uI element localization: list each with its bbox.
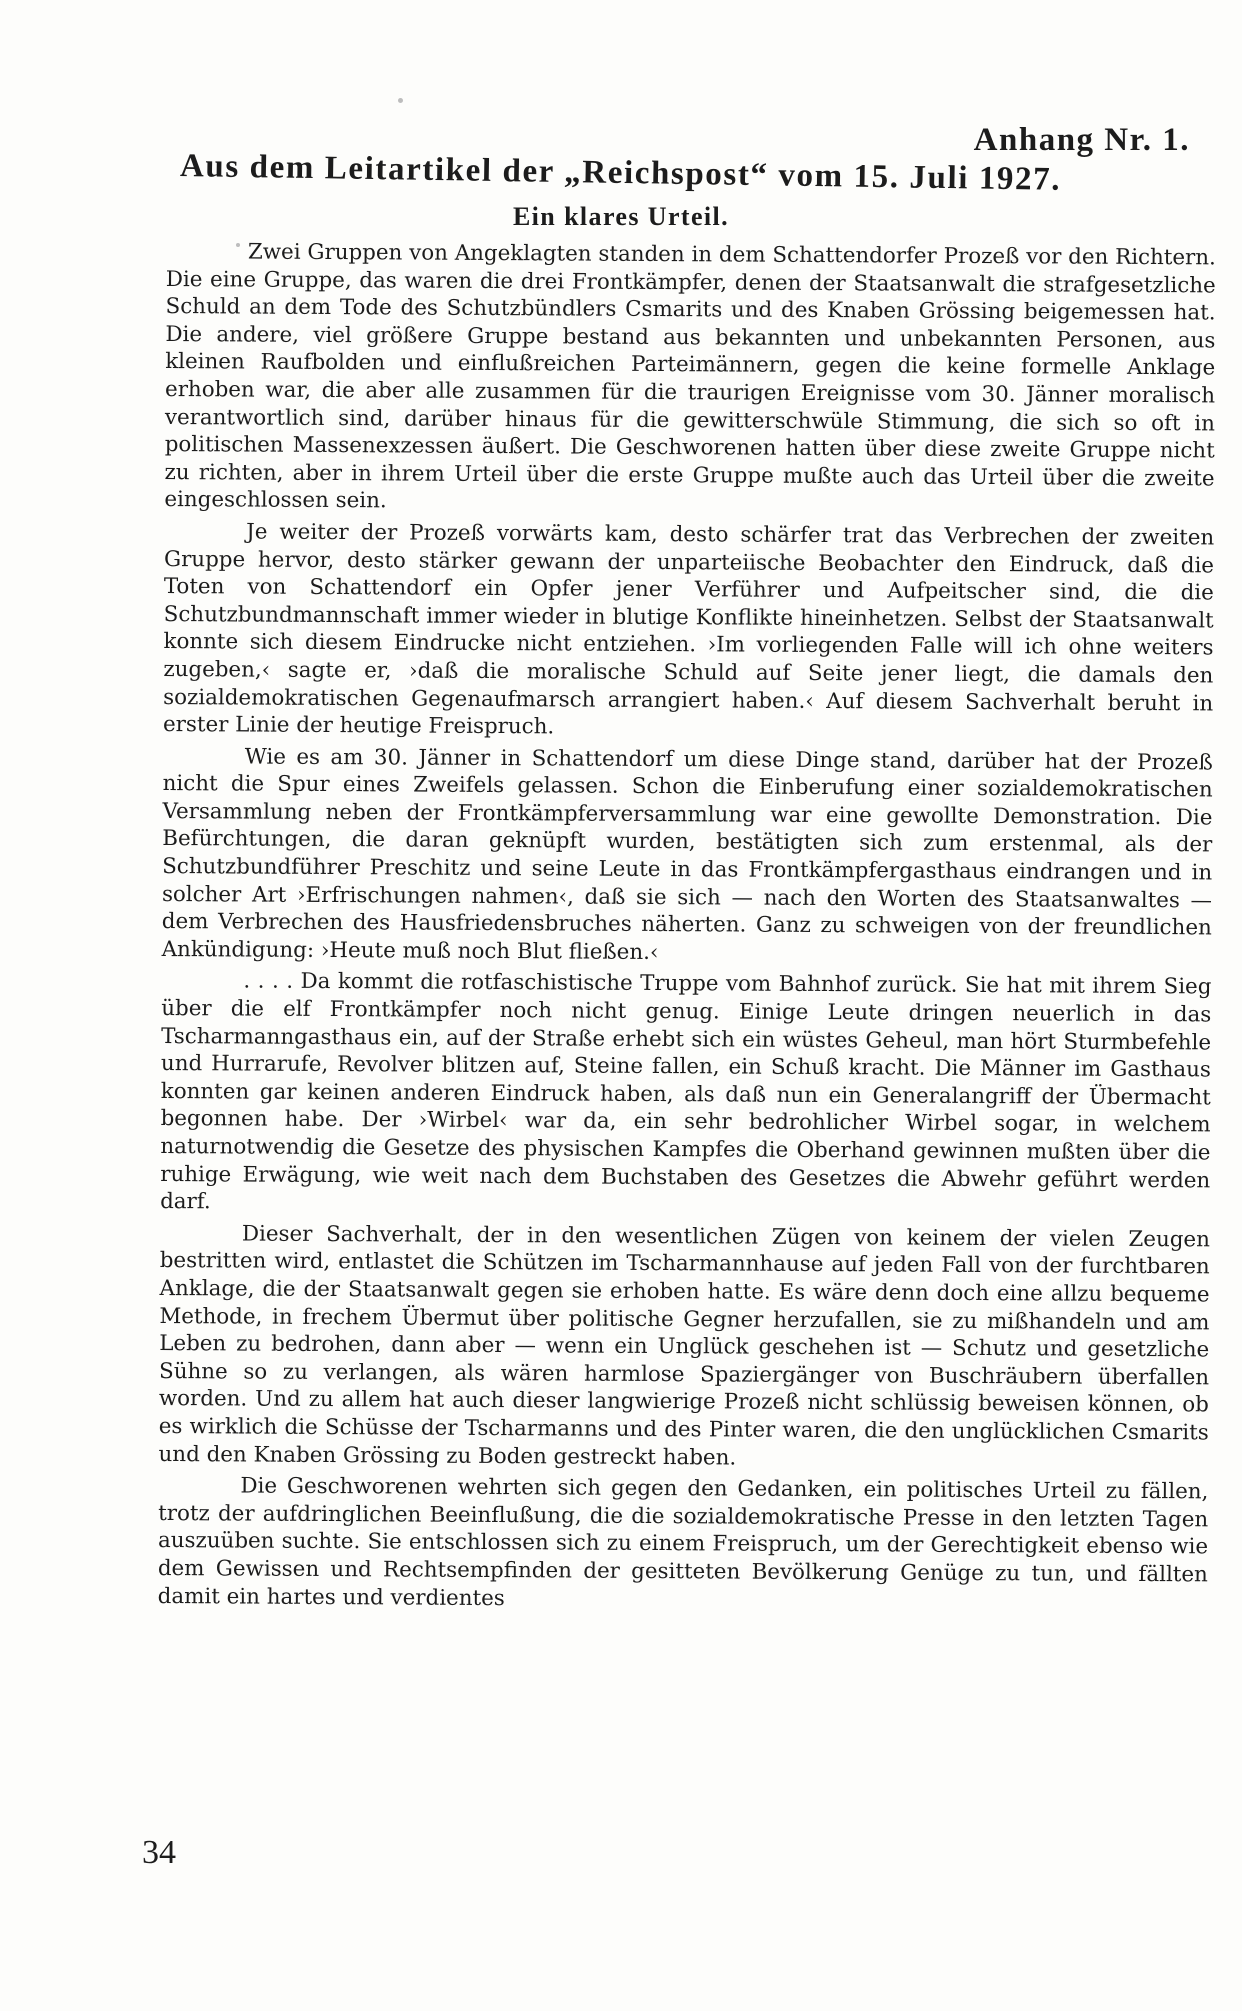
article-body xyxy=(158,238,1216,1620)
paragraph: Je weiter der Prozeß vorwärts kam, desto schärfer trat das Verbrechen der zweiten Gruppe hervor, desto stärker gewann der unparteiische Beobachter den Eindruck, daß die Toten von Schattendorf ein Opfer jener Verführer und Aufpeitscher sind, die die Schutzbundmannschaft immer wieder in blutige Konflikte hineinhetzen. Selbst der Staatsanwalt konnte sich diesem Eindrucke nicht entziehen. ›Im vorliegenden Falle will ich ohne weiters zugeben,‹ sagte er, ›daß die moralische Schuld auf Seite jener liegt, die damals den sozialdemokratischen Gegenaufmarsch arrangiert haben.‹ Auf diesem Sachverhalt beruht in erster Linie der heutige Freispruch. xyxy=(162,519,1215,740)
paragraph: Wie es am 30. Jänner in Schattendorf um diese Dinge stand, darüber hat der Prozeß nicht die Spur eines Zweifels gelassen. Schon die Einberufung einer sozialdemokratischen Versammlung neben der Frontkämpferversammlung war eine gewollte Demonstration. Die Befürchtungen, die daran geknüpft wurden, bestätigten sich zum erstenmal, als der Schutzbundführer Preschitz und seine Leute in das Frontkämpfergasthaus eindrangen und in solcher Art ›Erfrischungen nahmen‹, daß sie sich — nach den Worten des Staatsanwaltes — dem Verbrechen des Hausfriedensbruches näherten. Ganz zu schweigen von der freundlichen Ankündigung: ›Heute muß noch Blut fließen.‹ xyxy=(161,744,1213,965)
paragraph: Die Geschworenen wehrten sich gegen den Gedanken, ein politisches Urteil zu fällen, trotz der aufdringlichen Beeinflußung, die die sozialdemokratische Presse in den letzten Tagen auszuüben suchte. Sie entschlossen sich zu einem Freispruch, um der Gerechtigkeit ebenso wie dem Gewissen und Rechtsempfinden der gesitteten Bevölkerung Genüge zu tun, und fällten damit ein hartes und verdientes xyxy=(157,1473,1209,1611)
appendix-label: Anhang Nr. 1. xyxy=(973,122,1190,158)
article-title: Aus dem Leitartikel der „Reichspost“ vom 15. Juli 1927. xyxy=(179,148,1062,198)
paragraph: . . . . Da kommt die rotfaschistische Truppe vom Bahnhof zurück. Sie hat mit ihrem Sieg über die elf Frontkämpfer noch nicht genug. Einige Leute dringen neuerlich in das Tscharmanngasthaus ein, auf der Straße erhebt sich ein wüstes Geheul, man hört Sturmbefehle und Hurrarufe, Revolver blitzen auf, Steine fallen, ein Schuß kracht. Die Männer im Gasthaus konnten gar keinen anderen Eindruck haben, als daß nun ein Generalangriff der Übermacht begonnen habe. Der ›Wirbel‹ war da, ein sehr bedrohlicher Wirbel sogar, in welchem naturnotwendig die Gesetze des physischen Kampfes die Oberhand gewinnen mußten über die ruhige Erwägung, wie weit nach dem Buchstaben des Gesetzes die Abwehr geführt werden darf. xyxy=(160,968,1212,1215)
paragraph: Zwei Gruppen von Angeklagten standen in dem Schattendorfer Prozeß vor den Richtern. Die eine Gruppe, das waren die drei Frontkämpfer, denen der Staatsanwalt die strafgesetzliche Schuld an dem Tode des Schutzbündlers Csmarits und des Knaben Grössing beigemessen hat. Die andere, viel größere Gruppe bestand aus bekannten und unbekannten Personen, aus kleinen Raufbolden und einflußreichen Parteimännern, gegen die keine formelle Anklage erhoben war, die aber alle zusammen für die traurigen Ereignisse vom 30. Jänner moralisch verantwortlich sind, darüber hinaus für die gewitterschwüle Stimmung, die sich so oft in politischen Massenexzessen äußert. Die Geschworenen hatten über diese zweite Gruppe nicht zu richten, aber in ihrem Urteil über die erste Gruppe mußte auch das Urteil über die zweite eingeschlossen sein. xyxy=(164,239,1216,514)
paper-speck xyxy=(398,98,403,103)
article-subtitle: Ein klares Urteil. xyxy=(512,202,730,231)
paragraph: Dieser Sachverhalt, der in den wesentlichen Zügen von keinem der vielen Zeugen bestritten wird, entlastet die Schützen im Tscharmannhause auf jeden Fall von der furchtbaren Anklage, die der Staatsanwalt gegen sie erhoben hatte. Es wäre denn doch eine allzu bequeme Methode, in frechem Übermut über politische Gegner herzufallen, sie zu mißhandeln und am Leben zu bedrohen, dann aber — wenn ein Unglück geschehen ist — Schutz und gesetzliche Sühne so zu verlangen, als wären harmlose Spaziergänger von Buschräubern überfallen worden. Und zu allem hat auch dieser langwierige Prozeß nicht schlüssig beweisen können, ob es wirklich die Schüsse der Tscharmanns und des Pinter waren, die den unglücklichen Csmarits und den Knaben Grössing zu Boden gestreckt haben. xyxy=(158,1221,1210,1471)
page-number: 34 xyxy=(142,1834,176,1871)
